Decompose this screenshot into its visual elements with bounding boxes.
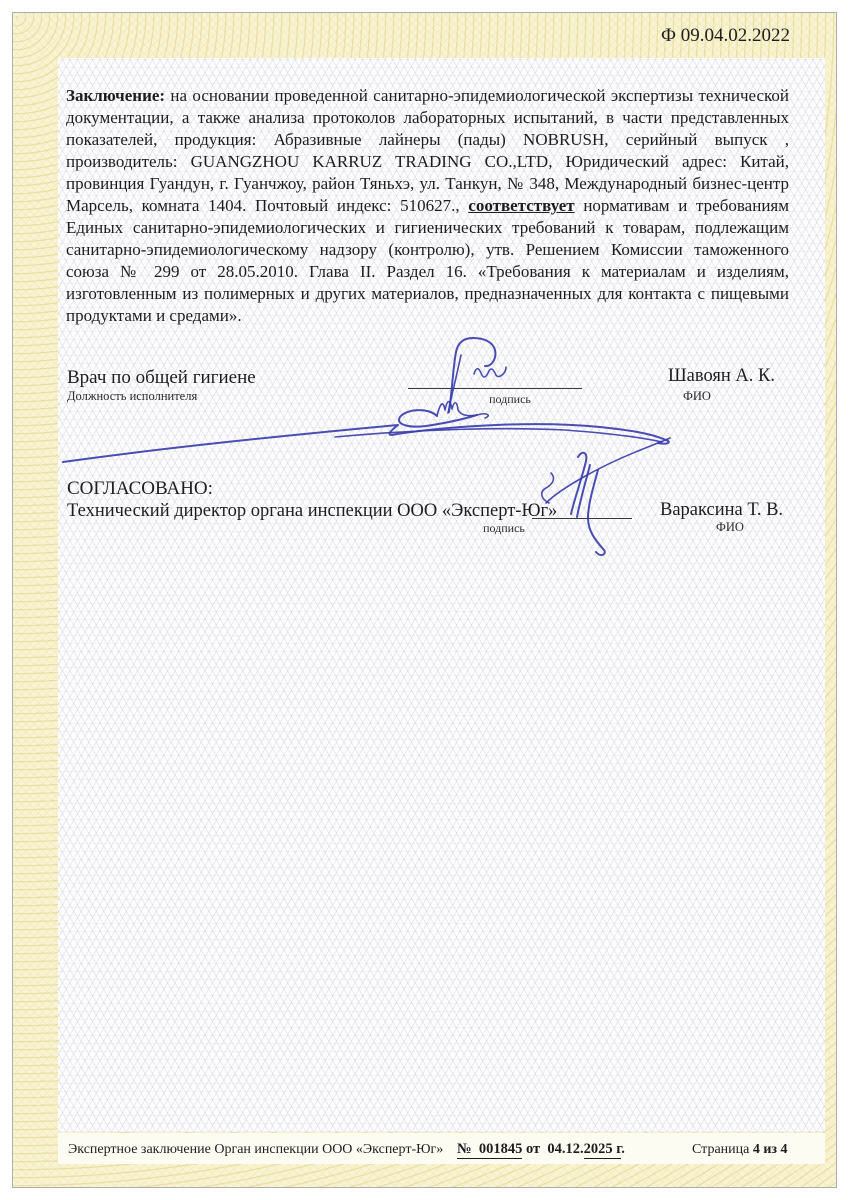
executor-role-caption: Должность исполнителя — [67, 389, 198, 403]
footer-page-indicator — [692, 1142, 788, 1158]
executor-signature-caption: подпись — [489, 392, 531, 406]
conclusion-paragraph — [66, 85, 789, 327]
executor-signature-line — [408, 388, 582, 389]
conclusion-text-1: на основании проведенной санитарно-эпидемиологической экспертизы технической документации, а также анализа протоколов лабораторных испытаний, в части представленных показателей, продукция: Абразивные лайнеры (пады) NOBRUSH, серийный выпуск , производитель: GUANGZHOU KARRUZ TRADING CO.,LTD, Юридический адрес: Китай, провинция Гуандун, г. Гуанчжоу, район Тяньхэ, ул. Танкун, № 348, Международный бизнес-центр Марсель, комната 1404. Почтовый индекс: 510627., — [66, 86, 789, 215]
conclusion-text-2: нормативам и требованиям Единых санитарно-эпидемиологических и гигиенических требований к товарам, подлежащим санитарно-эпидемиологическому надзору (контролю), утв. Решением Комиссии таможенного союза № 299 от 28.05.2010. Глава II. Раздел 16. «Требования к материалам и изделиям, изготовленным из полимерных и других материалов, предназначенных для контакта с пищевыми продуктами и средами». — [66, 196, 789, 325]
conclusion-emphasis: соответствует — [468, 196, 575, 215]
agreement-role: Технический директор органа инспекции ООО «Эксперт-Юг» — [67, 501, 558, 521]
agreement-name-caption: ФИО — [716, 520, 744, 534]
footer-year-value: 2025 г — [583, 1141, 622, 1157]
form-code: Ф 09.04.02.2022 — [660, 25, 790, 46]
agreement-title: СОГЛАСОВАНО: — [67, 478, 213, 499]
footer-document-number — [457, 1141, 625, 1158]
executor-name: Шавоян А. К. — [668, 366, 775, 386]
conclusion-label: Заключение: — [66, 86, 166, 105]
footer-page-label: Страница — [692, 1142, 753, 1157]
footer-date-conj: от 04.12. — [522, 1141, 584, 1157]
agreement-name: Вараксина Т. В. — [660, 500, 784, 520]
footer-number-value: № 001845 — [457, 1141, 523, 1157]
executor-role: Врач по общей гигиене — [67, 367, 256, 388]
agreement-signature-line — [532, 518, 632, 519]
footer-year-suffix: . — [621, 1141, 625, 1157]
executor-name-caption: ФИО — [683, 389, 711, 403]
footer-page-value: 4 из 4 — [752, 1142, 788, 1157]
footer-org: Экспертное заключение Орган инспекции ООО «Эксперт-Юг» — [68, 1142, 444, 1157]
agreement-signature-caption: подпись — [483, 521, 525, 535]
